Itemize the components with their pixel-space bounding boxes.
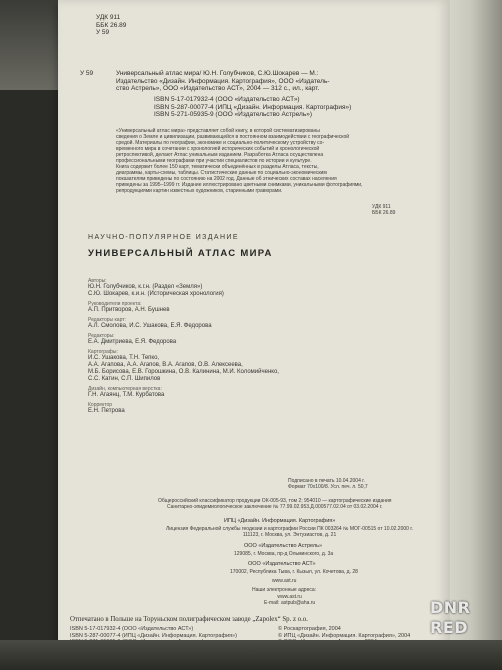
credit-group	[88, 317, 279, 330]
catalog-line: Универсальный атлас мира/ Ю.Н. Голубчиков, С.Ю.Шокарев — М.:	[116, 70, 319, 77]
publisher-line: 170002, Республика Тыва, г. Кызыл, ул. Кочетова, д. 28	[230, 569, 358, 575]
publisher-name: ООО «Издательство Астрель»	[244, 543, 323, 549]
annotation-line: сведения о Земле и цивилизации, развивающейся в постоянном взаимодействии с географической	[116, 134, 350, 140]
annotation-line: диаграммы, карты-схемы, таблицы. Статистические данные по социально-экономическим	[116, 170, 327, 176]
credit-label: Корректор	[88, 402, 113, 408]
top-code: У 59	[96, 29, 110, 36]
credit-group	[88, 349, 279, 383]
credit-group	[88, 333, 279, 346]
credits	[88, 278, 279, 415]
credit-label: Руководители проекта:	[88, 301, 142, 307]
catalog-line: ство Астрель», ООО «Издательство АСТ», 2004 — 312 с., ил., карт.	[116, 85, 320, 92]
credit-label: Картографы:	[88, 349, 118, 355]
credit-group	[88, 402, 279, 415]
credit-label: Авторы:	[88, 278, 107, 284]
credit-line: И.С. Ушакова, Т.Н. Тепко,	[88, 355, 160, 361]
credit-label: Дизайн, компьютерная верстка:	[88, 386, 162, 392]
emails	[264, 594, 315, 606]
codes-right	[372, 204, 395, 216]
annotation-line: средой. Материалы по географии, экономике и социально-политическому устройству со-	[116, 140, 325, 146]
credit-line: А.А. Агапова, А.А. Агапов, В.А. Агапов, О.В. Алексеева,	[88, 362, 243, 368]
isbn-line: ISBN 5-287-00077-4 (ИПЦ «Дизайн. Информация. Картография»)	[70, 632, 237, 639]
annotation-line: профессиональными географами при участии специалистов по истории и культуре.	[116, 158, 312, 164]
credit-line: Е.Н. Петрова	[88, 408, 125, 414]
annotation-line: «Универсальный атлас мира» представляет собой книгу, в которой систематизированы	[116, 128, 320, 134]
isbn-line: ISBN 5-17-017932-4 (ООО «Издательство АСТ»)	[154, 96, 300, 103]
isbn-line: ISBN 5-17-017932-4 (ООО «Издательство АСТ»)	[70, 626, 194, 632]
catalog-isbn	[154, 96, 351, 119]
watermark-line: RED	[430, 618, 469, 637]
book-title: УНИВЕРСАЛЬНЫЙ АТЛАС МИРА	[88, 248, 273, 259]
credit-group	[88, 386, 279, 399]
publisher-line: Лицензия Федеральной службы геодезии и картографии России ПК 003264 № МОГ-00515 от 10.02.2000 г.	[166, 526, 413, 532]
credit-line: А.П. Притворов, А.Н. Бушнев	[88, 307, 170, 313]
watermark	[430, 598, 494, 654]
credit-line: С.Ю. Шокарев, к.и.н. (Историческая хронология)	[88, 291, 224, 297]
publisher-name: ИПЦ «Дизайн. Информация. Картография»	[224, 518, 336, 524]
credit-line: А.Л. Смолова, И.С. Ушакова, Е.Я. Федорова	[88, 323, 212, 329]
print-line: Подписано в печать 10.04.2004 г.	[288, 478, 365, 484]
annotation-line: ретроспективой, делают Атлас уникальным изданием. Разработка Атласа осуществлена	[116, 152, 324, 158]
credit-line: М.Б. Борисова, Е.В. Горошкина, О.В. Калинина, М.И. Коломийченко,	[88, 369, 279, 375]
annotation-line: репродукциями картин известных художников, старинными гравюрами.	[116, 188, 283, 194]
catalog-entry	[116, 70, 330, 93]
print-line: Формат 70х100/8. Усл. печ. л. 50,7	[288, 484, 368, 490]
watermark-line: DNR	[430, 598, 471, 617]
credit-line: Г.Н. Агаянц, Т.М. Курбатова	[88, 392, 165, 398]
website: www.ast.ru	[272, 578, 297, 584]
annotation	[116, 128, 362, 194]
code-line: ББК 26.89	[372, 210, 396, 216]
series-label: НАУЧНО-ПОПУЛЯРНОЕ ИЗДАНИЕ	[88, 234, 239, 241]
legal-line: Санитарно-эпидемиологическое заключение № 77.99.02.953.Д.000577.02.04 от 03.02.2004 г.	[166, 504, 383, 510]
legal-info	[158, 498, 392, 510]
code-line: УДК 911	[372, 204, 391, 210]
annotation-line: Книга содержит более 150 карт, тематически объединённых в разделы Атласа, тексты,	[116, 164, 319, 170]
publisher-line: 111123, г. Москва, ул. Энтузиастов, д. 21	[242, 532, 337, 538]
annotation-line: показателям приведены по состоянию на 2002 год. Данные об этнических составах населения	[116, 176, 337, 182]
copyright-line: © ИПЦ «Дизайн. Информация. Картография», 2004	[278, 632, 411, 639]
catalog-mark: У 59	[80, 70, 94, 77]
copyright-line: © Роскартография, 2004	[278, 626, 341, 632]
annotation-line: временного мира в сочетании с хронологией исторических событий и хронологической	[116, 146, 320, 152]
publisher-name: ООО «Издательство АСТ»	[248, 561, 316, 567]
isbn-line: ISBN 5-271-05935-9 (ООО «Издательство Астрель»)	[154, 111, 312, 118]
background-bottom	[0, 640, 502, 670]
legal-line: Общероссийский классификатор продукции ОК-005-93, том 2; 954010 — картографические издания	[158, 498, 392, 504]
top-code: УДК 911	[96, 14, 121, 21]
credit-group	[88, 301, 279, 314]
publisher-details	[166, 526, 413, 538]
credit-line: С.С. Катин, С.П. Шипилов	[88, 376, 161, 382]
email-line: www.ast.ru	[277, 594, 302, 600]
printed-in: Отпечатано в Польше на Торуньском полиграфическом заводе „Zapolex“ Sp. z o.o.	[70, 616, 308, 623]
email-line: E-mail: astpub@aha.ru	[264, 600, 316, 606]
credit-label: Редакторы:	[88, 333, 115, 339]
credit-line: Е.А. Дмитриева, Е.Я. Федорова	[88, 339, 177, 345]
top-code: ББК 26.89	[96, 21, 127, 29]
top-codes	[96, 14, 126, 37]
publisher-line: 129085, г. Москва, пр-д Ольминского, д. 3а	[234, 551, 334, 557]
credit-label: Редакторы карт:	[88, 317, 126, 323]
credit-group	[88, 278, 279, 298]
print-info	[288, 478, 368, 490]
book-page	[58, 0, 450, 648]
book-edge	[450, 0, 502, 648]
credit-line: Ю.Н. Голубчиков, к.г.н. (Раздел «Земля»)	[88, 284, 203, 290]
email-label: Наши электронные адреса:	[252, 587, 317, 593]
isbn-line: ISBN 5-287-00077-4 (ИПЦ «Дизайн. Информация. Картография»)	[154, 103, 352, 111]
catalog-line: Издательство «Дизайн. Информация. Картография», ООО «Издатель-	[116, 77, 330, 85]
annotation-line: приведены за 1995–1999 гг. Издание иллюстрировано цветными снимками, уникальными фотографиями,	[116, 182, 363, 188]
